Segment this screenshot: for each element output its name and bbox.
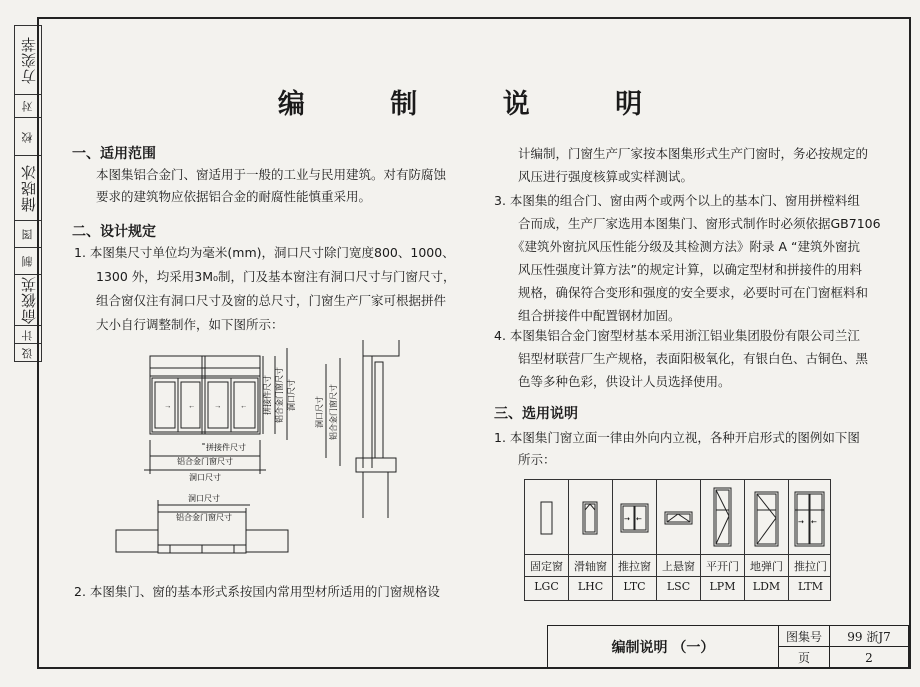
sec2-item1-line-2: 1300 外，均采用3M₀制，门及基本窗注有洞口尺寸与门窗尺寸， — [96, 269, 456, 284]
fixed-window-icon — [525, 480, 568, 554]
sig-cell-name-2: 储晓冰 — [15, 156, 41, 221]
window-type-legend — [524, 479, 831, 601]
title-block — [547, 625, 909, 668]
sliding-window-icon — [613, 480, 656, 554]
item3-line-6: 组合拼接件中配置钢材加固。 — [518, 308, 681, 323]
item3-line-1: 3. 本图集的组合门、窗由两个或两个以上的基本门、窗用拼樘料组 — [494, 193, 860, 208]
legend-name: 固定窗 — [530, 560, 563, 573]
dimension-diagram — [110, 340, 410, 570]
legend-code: LDM — [752, 580, 781, 593]
item4-line-3: 色等多种色彩，供设计人员选择使用。 — [518, 374, 731, 389]
sig-cell-role-4: 制 — [15, 248, 41, 275]
legend-col-fixed — [525, 480, 569, 600]
legend-name: 推拉门 — [794, 560, 827, 573]
legend-name: 推拉窗 — [618, 560, 651, 573]
svg-text:→: → — [624, 515, 630, 523]
item3-line-3: 《建筑外窗抗风压性能分级及其检测方法》附录 A “建筑外窗抗 — [512, 239, 860, 254]
legend-code: LTC — [623, 580, 646, 593]
legend-code: LTM — [797, 580, 823, 593]
top-hung-window-icon — [657, 480, 700, 554]
sec2-item1-line-3: 组合窗仅注有洞口尺寸及窗的总尺寸，门窗生产厂家可根据拼件 — [96, 293, 447, 308]
h-label-pin: 拼接件尺寸 — [206, 443, 246, 452]
side-label-door: 铝合金门窗尺寸 — [329, 384, 338, 440]
legend-code: LPM — [709, 580, 736, 593]
sec3-item1-line-2: 所示： — [518, 452, 556, 467]
sliding-door-icon — [789, 480, 830, 554]
set-number-value: 99 浙J7 — [829, 626, 908, 647]
sec2-item1-line-4: 大小自行调整制作，如下图所示： — [96, 317, 284, 332]
item4-line-2: 铝型材联营厂生产规格，表面阳极氧化，有银白色、古铜色、黑 — [518, 351, 869, 366]
sec2-item2-line: 2. 本图集门、窗的基本形式系按国内常用型材所适用的门窗规格设 — [74, 584, 440, 599]
right-cont-line-2: 风压进行强度核算或实样测试。 — [518, 169, 694, 184]
svg-text:→: → — [798, 518, 804, 526]
set-number-label: 图集号 — [778, 626, 829, 647]
right-cont-line-1: 计编制，门窗生产厂家按本图集形式生产门窗时，务必按规定的 — [518, 146, 869, 161]
item3-line-2: 合而成，生产厂家选用本图集门、窗形式制作时必须依据GB7106 — [518, 216, 881, 231]
sliding-axis-window-icon — [569, 480, 612, 554]
legend-col-spring-door — [745, 480, 789, 600]
section-2-heading: 二、设计规定 — [72, 224, 156, 240]
page-label: 页 — [778, 647, 829, 668]
sig-cell-name-3: 俞筱英 — [15, 275, 41, 326]
svg-text:→: → — [214, 401, 222, 410]
item4-line-1: 4. 本图集铝合金门窗型材基本采用浙江铝业集团股份有限公司兰江 — [494, 328, 860, 343]
page-number: 2 — [829, 647, 908, 668]
legend-code: LGC — [534, 580, 559, 593]
legend-col-sliding-axis — [569, 480, 613, 600]
h-label-door: 铝合金门窗尺寸 — [177, 457, 233, 466]
v-label-hole: 洞口尺寸 — [287, 379, 296, 411]
sig-cell-role-2: 校 — [15, 118, 41, 156]
legend-name: 平开门 — [706, 560, 739, 573]
sec3-item1-line-1: 1. 本图集门窗立面一律由外向内立视，各种开启形式的图例如下图 — [494, 430, 860, 445]
sec1-line-1: 本图集铝合金门、窗适用于一般的工业与民用建筑。对有防腐蚀 — [96, 167, 447, 182]
legend-code: LHC — [577, 580, 604, 593]
spring-door-icon — [745, 480, 788, 554]
v-label-door: 铝合金门窗尺寸 — [275, 367, 284, 423]
item3-line-4: 风压性强度计算方法”的规定计算，以确定型材和拼接件的用料 — [518, 262, 862, 277]
legend-col-sliding-door — [789, 480, 830, 600]
sheet-title: 编制说明 （一） — [611, 640, 715, 656]
h-label-door-2: 铝合金门窗尺寸 — [176, 513, 232, 522]
sig-cell-role-5: 计 — [15, 326, 41, 344]
h-label-hole-2: 洞口尺寸 — [188, 494, 220, 503]
side-label-hole: 洞口尺寸 — [315, 396, 324, 428]
section-3-heading: 三、选用说明 — [494, 406, 578, 422]
legend-col-top-hung — [657, 480, 701, 600]
sec2-item1-line-1: 1. 本图集尺寸单位均为毫米(mm)，洞口尺寸除门宽度800、1000、 — [74, 245, 455, 260]
legend-name: 滑轴窗 — [574, 560, 607, 573]
svg-text:←: ← — [188, 401, 196, 410]
casement-door-icon — [701, 480, 744, 554]
section-1-heading: 一、适用范围 — [72, 146, 156, 162]
sig-cell-role-6: 设 — [21, 346, 34, 359]
sig-cell-role-3: 图 — [15, 221, 41, 248]
legend-col-sliding-window — [613, 480, 657, 600]
page-title: 编 制 说 明 — [277, 89, 681, 120]
legend-code: LSC — [666, 580, 691, 593]
legend-name: 上悬窗 — [662, 560, 695, 573]
h-label-hole: 洞口尺寸 — [189, 473, 221, 482]
legend-name: 地弹门 — [750, 560, 783, 573]
svg-text:←: ← — [240, 401, 248, 410]
item3-line-5: 规格，确保符合变形和强度的安全要求，必要时可在门窗框料和 — [518, 285, 869, 300]
v-label-pin: 拼接件尺寸 — [263, 375, 272, 415]
sig-cell-name-1: 方奕莘 — [15, 26, 41, 95]
sig-cell-role-1: 对 — [15, 95, 41, 118]
legend-col-casement-door — [701, 480, 745, 600]
svg-text:→: → — [164, 401, 172, 410]
svg-text:←: ← — [811, 518, 817, 526]
svg-text:←: ← — [636, 515, 642, 523]
sec1-line-2: 要求的建筑物应依据铝合金的耐腐性能慎重采用。 — [96, 189, 372, 204]
